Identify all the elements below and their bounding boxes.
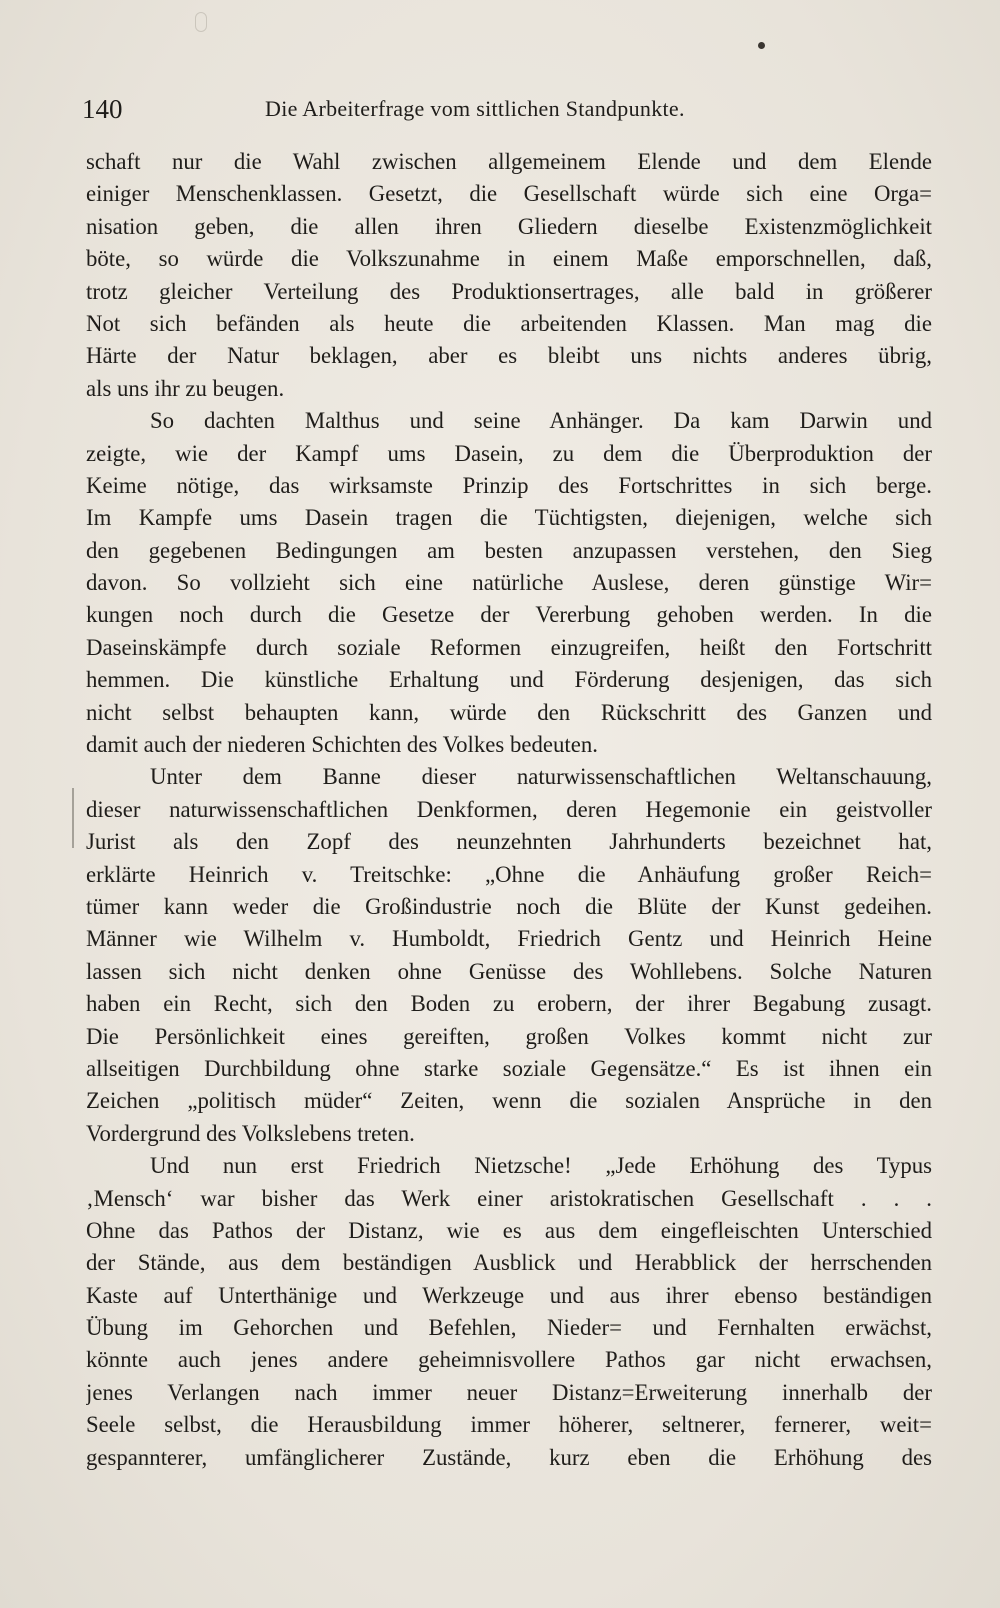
text-line: Not sich befänden als heute die arbeitenden Klassen. Man mag die [86, 310, 932, 336]
text-line: Daseinskämpfe durch soziale Reformen einzugreifen, heißt den Fortschritt [86, 634, 932, 660]
text-line: einiger Menschenklassen. Gesetzt, die Gesellschaft würde sich eine Orga= [86, 181, 932, 207]
page-header [80, 86, 930, 136]
text-line: nicht selbst behaupten kann, würde den Rückschritt des Ganzen und [86, 699, 932, 725]
text-line: So dachten Malthus und seine Anhänger. Da kam Darwin und [150, 408, 932, 434]
margin-stroke [72, 788, 74, 848]
text-line: zeigte, wie der Kampf ums Dasein, zu dem die Überproduktion der [86, 440, 932, 466]
text-line: könnte auch jenes andere geheimnisvollere Pathos gar nicht erwachsen, [86, 1347, 932, 1373]
text-line: gespannterer, umfänglicherer Zustände, kurz eben die Erhöhung des [86, 1444, 932, 1470]
text-line: Seele selbst, die Herausbildung immer höherer, seltnerer, fernerer, weit= [86, 1412, 932, 1438]
text-line: lassen sich nicht denken ohne Genüsse des Wohllebens. Solche Naturen [86, 958, 932, 984]
text-line: trotz gleicher Verteilung des Produktionsertrages, alle bald in größerer [86, 278, 932, 304]
text-line: Vordergrund des Volkslebens treten. [86, 1120, 415, 1146]
text-line: dieser naturwissenschaftlichen Denkformen, deren Hegemonie ein geistvoller [86, 796, 932, 822]
text-line: schaft nur die Wahl zwischen allgemeinem Elende und dem Elende [86, 149, 932, 174]
text-line: damit auch der niederen Schichten des Volkes bedeuten. [86, 732, 598, 758]
text-line: Die Persönlichkeit eines gereiften, großen Volkes kommt nicht zur [86, 1023, 932, 1049]
text-line: Männer wie Wilhelm v. Humboldt, Friedrich Gentz und Heinrich Heine [86, 926, 932, 952]
text-line: Ohne das Pathos der Distanz, wie es aus dem eingefleischten Unterschied [86, 1217, 932, 1243]
text-line: haben ein Recht, sich den Boden zu erobern, der ihrer Begabung zusagt. [86, 991, 932, 1017]
running-head: Die Arbeiterfrage vom sittlichen Standpunkte. [265, 96, 685, 121]
text-line: Und nun erst Friedrich Nietzsche! „Jede Erhöhung des Typus [150, 1153, 932, 1179]
text-line: Keime nötige, das wirksamste Prinzip des Fortschrittes in sich berge. [86, 472, 932, 498]
text-line: Unter dem Banne dieser naturwissenschaftlichen Weltanschauung, [150, 764, 932, 790]
text-line: als uns ihr zu beugen. [86, 375, 285, 401]
text-line: Härte der Natur beklagen, aber es bleibt uns nichts anderes übrig, [86, 343, 932, 369]
text-line: jenes Verlangen nach immer neuer Distanz=Erweiterung innerhalb der [86, 1379, 932, 1405]
text-line: Jurist als den Zopf des neunzehnten Jahrhunderts bezeichnet hat, [86, 829, 932, 855]
text-line: tümer kann weder die Großindustrie noch die Blüte der Kunst gedeihen. [86, 893, 932, 919]
body-text [86, 146, 932, 1526]
pencil-mark [195, 12, 207, 32]
text-line: nisation geben, die allen ihren Gliedern dieselbe Existenzmöglichkeit [86, 213, 932, 239]
text-line: allseitigen Durchbildung ohne starke soziale Gegensätze.“ Es ist ihnen ein [86, 1055, 932, 1081]
text-line: ‚Mensch‘ war bisher das Werk einer aristokratischen Gesellschaft . . . [86, 1185, 932, 1211]
text-line: kungen noch durch die Gesetze der Vererbung gehoben werden. In die [86, 602, 932, 628]
page-number: 140 [82, 94, 123, 124]
text-line: davon. So vollzieht sich eine natürliche Auslese, deren günstige Wir= [86, 570, 932, 596]
text-line: der Stände, aus dem beständigen Ausblick und Herabblick der herrschenden [86, 1250, 932, 1276]
ink-dot [758, 42, 765, 49]
text-line: den gegebenen Bedingungen am besten anzupassen verstehen, den Sieg [86, 537, 932, 563]
text-line: Kaste auf Unterthänige und Werkzeuge und aus ihrer ebenso beständigen [86, 1282, 932, 1308]
text-line: Im Kampfe ums Dasein tragen die Tüchtigsten, diejenigen, welche sich [86, 505, 932, 531]
text-line: böte, so würde die Volkszunahme in einem Maße emporschnellen, daß, [86, 246, 932, 272]
text-line: Übung im Gehorchen und Befehlen, Nieder= und Fernhalten erwächst, [86, 1315, 932, 1341]
text-line: Zeichen „politisch müder“ Zeiten, wenn die sozialen Ansprüche in den [86, 1088, 932, 1114]
text-line: erklärte Heinrich v. Treitschke: „Ohne die Anhäufung großer Reich= [86, 861, 932, 887]
text-line: hemmen. Die künstliche Erhaltung und Förderung desjenigen, das sich [86, 667, 932, 693]
